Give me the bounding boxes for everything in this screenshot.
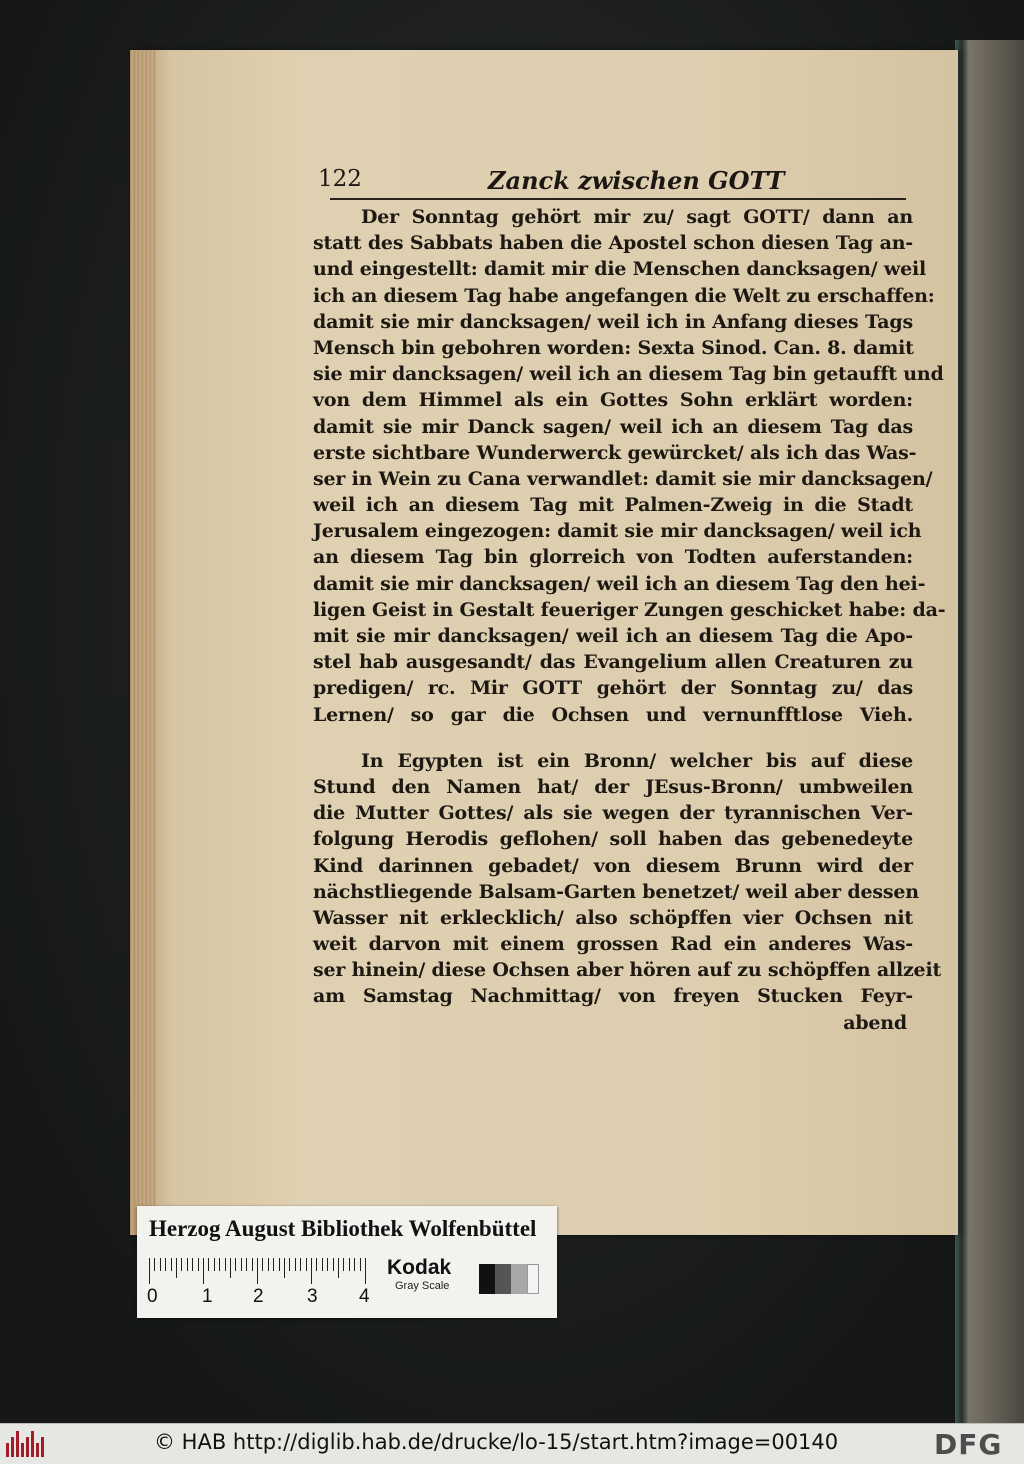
text-line: erste sichtbare Wunderwerck gewürcket/ als ich das Was-	[313, 441, 917, 464]
ruler-number: 3	[307, 1286, 318, 1307]
ruler-tick	[235, 1258, 236, 1271]
ruler-tick	[198, 1258, 199, 1271]
text-line: von dem Himmel als ein Gottes Sohn erklärt worden:	[313, 389, 913, 412]
hab-logo-bar	[6, 1443, 9, 1457]
running-head	[318, 166, 878, 206]
text-line: statt des Sabbats haben die Apostel schon diesen Tag an-	[313, 232, 913, 255]
ruler-tick	[214, 1258, 215, 1271]
text-line: stel hab ausgesandt/ das Evangelium allen Creaturen zu	[313, 651, 913, 674]
text-line: an diesem Tag bin glorreich von Todten auferstanden:	[313, 546, 913, 569]
ruler-tick	[354, 1258, 355, 1271]
ruler-tick	[365, 1258, 366, 1284]
ruler-tick	[300, 1258, 301, 1271]
ruler-tick	[322, 1258, 323, 1271]
ruler-tick	[160, 1258, 161, 1271]
hab-logo-bar	[36, 1443, 39, 1457]
head-rule	[330, 198, 906, 200]
text-line: ich an diesem Tag habe angefangen die Welt zu erschaffen:	[313, 284, 935, 307]
ruler-tick	[316, 1258, 317, 1271]
ruler-tick	[187, 1258, 188, 1271]
ruler-tick	[284, 1258, 285, 1278]
ruler-tick	[208, 1258, 209, 1271]
text-line: weit darvon mit einem grossen Rad ein anderes Was-	[313, 933, 913, 956]
ruler-tick	[230, 1258, 231, 1278]
ruler-tick	[165, 1258, 166, 1271]
ruler-tick	[149, 1258, 150, 1284]
ruler-tick	[176, 1258, 177, 1278]
ruler-tick	[289, 1258, 290, 1271]
viewer-footer	[0, 1423, 1024, 1464]
dfg-logo[interactable]: DFG	[934, 1428, 1003, 1461]
color-reference-card	[137, 1206, 557, 1318]
ruler-tick	[349, 1258, 350, 1271]
text-line: In Egypten ist ein Bronn/ welcher bis auf diese	[361, 749, 913, 772]
text-line: und eingestellt: damit mir die Menschen dancksagen/ weil	[313, 258, 926, 281]
ruler-tick	[311, 1258, 312, 1284]
kodak-logo: Kodak	[387, 1256, 452, 1279]
library-name: Herzog August Bibliothek Wolfenbüttel	[149, 1216, 537, 1241]
text-line: mit sie mir dancksagen/ weil ich an diesem Tag die Apo-	[313, 625, 913, 647]
adjacent-page-strip	[955, 40, 1024, 1423]
text-line: Jerusalem eingezogen: damit sie mir dancksagen/ weil ich	[313, 520, 922, 543]
ruler-tick	[268, 1258, 269, 1271]
text-line: Der Sonntag gehört mir zu/ sagt GOTT/ dann an	[361, 206, 913, 228]
copyright-link[interactable]: © HAB http://diglib.hab.de/drucke/lo-15/start.htm?image=00140	[154, 1430, 839, 1454]
ruler-tick	[203, 1258, 204, 1284]
running-head-title: Zanck zwischen GOTT	[488, 166, 785, 195]
ruler-tick	[338, 1258, 339, 1278]
text-line: Stund den Namen hat/ der JEsus-Bronn/ umbweilen	[313, 775, 913, 798]
page-number: 122	[318, 166, 362, 192]
hab-logo-icon[interactable]	[6, 1431, 48, 1457]
gray-patch-dark	[495, 1264, 511, 1294]
text-line: Lernen/ so gar die Ochsen und vernunfftlose Vieh.	[313, 703, 913, 726]
ruler-tick	[241, 1258, 242, 1271]
text-line: ser in Wein zu Cana verwandlet: damit sie mir dancksagen/	[313, 467, 933, 490]
text-line: ser hinein/ diese Ochsen aber hören auf zu schöpffen allzeit	[313, 959, 942, 982]
text-line: damit sie mir dancksagen/ weil ich in Anfang dieses Tags	[313, 310, 913, 333]
gray-patch-black	[479, 1264, 495, 1294]
text-line: Kind darinnen gebadet/ von diesem Brunn wird der	[313, 854, 913, 877]
gray-patch-white	[527, 1264, 539, 1294]
catchword: abend	[843, 1011, 907, 1034]
ruler-tick	[171, 1258, 172, 1271]
hab-logo-bar	[31, 1431, 34, 1457]
ruler-tick	[306, 1258, 307, 1271]
hab-logo-bar	[16, 1431, 19, 1457]
ruler-number: 2	[253, 1286, 264, 1307]
ruler-tick	[343, 1258, 344, 1271]
text-line: damit sie mir Danck sagen/ weil ich an diesem Tag das	[313, 415, 913, 438]
text-line: Mensch bin gebohren worden: Sexta Sinod. Can. 8. damit	[313, 336, 914, 359]
ruler-number: 1	[202, 1286, 213, 1307]
ruler-tick	[252, 1258, 253, 1271]
text-line: ligen Geist in Gestalt feueriger Zungen geschicket habe: da-	[313, 598, 946, 621]
text-line: folgung Herodis geflohen/ soll haben das gebenedeyte	[313, 828, 913, 851]
gray-patch-mid	[511, 1264, 527, 1294]
body-text	[313, 204, 946, 1036]
hab-logo-bar	[41, 1437, 44, 1457]
gray-scale-label: Gray Scale	[395, 1280, 450, 1292]
hab-logo-bar	[11, 1437, 14, 1457]
ruler-number: 4	[359, 1286, 370, 1307]
text-line: nächstliegende Balsam-Garten benetzet/ weil aber dessen	[313, 880, 919, 903]
ruler-tick	[257, 1258, 258, 1284]
ruler-tick	[327, 1258, 328, 1271]
ruler-tick	[333, 1258, 334, 1271]
gray-scale-patches	[479, 1264, 539, 1294]
ruler-tick	[273, 1258, 274, 1271]
hab-logo-bar	[21, 1443, 24, 1457]
text-line: sie mir dancksagen/ weil ich an diesem Tag bin getaufft und	[313, 363, 944, 386]
text-line: predigen/ rc. Mir GOTT gehört der Sonntag zu/ das	[313, 677, 913, 700]
ruler-tick	[181, 1258, 182, 1271]
ruler-number: 0	[147, 1286, 158, 1307]
ruler-tick	[219, 1258, 220, 1271]
text-line: Wasser nit erklecklich/ also schöpffen vier Ochsen nit	[313, 906, 913, 929]
page-edge	[130, 50, 156, 1235]
ruler-tick	[225, 1258, 226, 1271]
ruler-tick	[262, 1258, 263, 1271]
ruler-tick	[192, 1258, 193, 1271]
ruler-scale	[149, 1258, 379, 1284]
ruler-tick	[246, 1258, 247, 1271]
text-line: die Mutter Gottes/ als sie wegen der tyrannischen Ver-	[313, 802, 913, 825]
text-line: weil ich an diesem Tag mit Palmen-Zweig in die Stadt	[313, 494, 913, 517]
text-line: damit sie mir dancksagen/ weil ich an diesem Tag den hei-	[313, 572, 926, 595]
ruler-tick	[279, 1258, 280, 1271]
ruler-tick	[154, 1258, 155, 1271]
hab-logo-bar	[26, 1437, 29, 1457]
ruler-tick	[360, 1258, 361, 1271]
text-line: am Samstag Nachmittag/ von freyen Stucken Feyr-	[313, 985, 913, 1008]
ruler-tick	[295, 1258, 296, 1271]
